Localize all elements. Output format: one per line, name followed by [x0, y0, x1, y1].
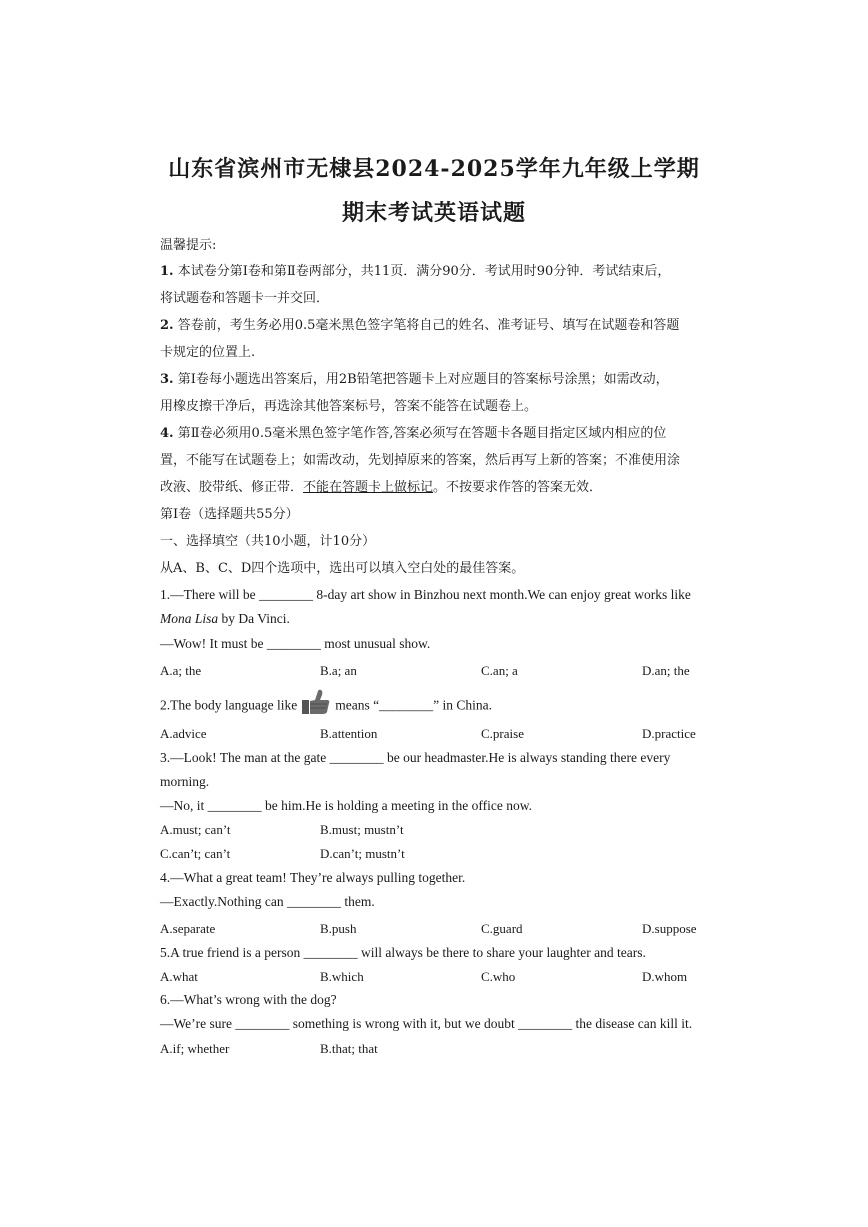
option-d: D.whom: [642, 969, 688, 984]
option-a: A.a; the: [160, 663, 202, 678]
option-c: C.guard: [481, 921, 523, 936]
volume-heading: 第Ⅰ卷（选择题共55分）: [160, 507, 299, 522]
notice-item-1: [160, 263, 710, 281]
exam-title-line1: 山东省滨州市无棣县2024-2025学年九年级上学期: [168, 156, 700, 182]
option-c: C.who: [481, 969, 516, 984]
question-3-dialog: —No, it ________ be him.He is holding a meeting in the office now.: [160, 798, 532, 813]
part-heading: 一、选择填空（共10小题，计10分）: [160, 534, 376, 549]
question-1-text-cont: [160, 610, 710, 628]
option-d: D.practice: [642, 726, 696, 741]
notice-text: 第Ⅱ卷必须用0.5毫米黑色签字笔作答,答案必须写在答题卡各题目指定区域内相应的位: [177, 426, 667, 441]
option-a: A.advice: [160, 726, 207, 741]
notice-item-4-cont2: [160, 479, 710, 497]
notice-item-2: [160, 317, 710, 335]
question-text: by Da Vinci.: [218, 611, 290, 626]
part-instruction: 从A、B、C、D四个选项中，选出可以填入空白处的最佳答案。: [160, 561, 525, 576]
option-a: A.what: [160, 969, 198, 984]
option-b: B.attention: [320, 726, 378, 741]
question-4-dialog: —Exactly.Nothing can ________ them.: [160, 894, 375, 909]
option-a: A.separate: [160, 921, 216, 936]
notice-number: 2.: [160, 318, 174, 333]
question-5-text: 5.A true friend is a person ________ will always be there to share your laughter and tears.: [160, 945, 646, 960]
question-3-text-cont: morning.: [160, 774, 210, 789]
question-text: 2.The body language like: [160, 697, 298, 713]
notice-number: 1.: [160, 264, 174, 279]
option-c: C.an; a: [481, 663, 518, 678]
question-1-text: 1.—There will be ________ 8-day art show in Binzhou next month.We can enjoy great works like: [160, 587, 691, 602]
notice-number: 4.: [160, 426, 174, 441]
option-d: D.suppose: [642, 921, 697, 936]
notice-item-3: [160, 371, 710, 389]
option-b: B.which: [320, 969, 364, 984]
question-1-dialog: —Wow! It must be ________ most unusual show.: [160, 636, 431, 651]
question-2-text: [160, 688, 710, 725]
artwork-title: Mona Lisa: [160, 611, 219, 626]
exam-title-line2: 期末考试英语试题: [341, 200, 526, 226]
thumbs-up-icon: [301, 688, 331, 725]
notice-item-1-cont: 将试题卷和答题卡一并交回．: [160, 291, 330, 306]
option-b: B.a; an: [320, 663, 357, 678]
notice-text: 。不按要求作答的答案无效．: [433, 480, 603, 495]
option-c: C.can’t; can’t: [160, 846, 231, 861]
notice-item-4-cont: 置，不能写在试题卷上；如需改动，先划掉原来的答案，然后再写上新的答案；不准使用涂: [160, 453, 681, 468]
option-a: A.must; can’t: [160, 822, 231, 837]
option-d: D.can’t; mustn’t: [320, 846, 405, 861]
notice-text: 本试卷分第Ⅰ卷和第Ⅱ卷两部分，共11页．满分90分．考试用时90分钟．考试结束后，: [177, 264, 671, 279]
question-6-dialog: —We’re sure ________ something is wrong with it, but we doubt ________ the disease can kill it.: [160, 1016, 693, 1031]
option-a: A.if; whether: [160, 1041, 230, 1056]
question-4-text: 4.—What a great team! They’re always pulling together.: [160, 870, 466, 885]
option-b: B.must; mustn’t: [320, 822, 404, 837]
notice-item-2-cont: 卡规定的位置上.: [160, 345, 256, 360]
question-text: means “________” in China.: [335, 697, 492, 713]
notice-item-4: [160, 425, 710, 443]
notice-heading: 温馨提示:: [160, 238, 217, 253]
option-b: B.push: [320, 921, 357, 936]
question-3-text: 3.—Look! The man at the gate ________ be our headmaster.He is always standing there every: [160, 750, 671, 765]
notice-underlined-text: 不能在答题卡上做标记: [303, 480, 434, 495]
question-6-text: 6.—What’s wrong with the dog?: [160, 992, 337, 1007]
option-d: D.an; the: [642, 663, 690, 678]
option-c: C.praise: [481, 726, 524, 741]
option-b: B.that; that: [320, 1041, 378, 1056]
notice-text: 第Ⅰ卷每小题选出答案后，用2B铅笔把答题卡上对应题目的答案标号涂黑；如需改动，: [177, 372, 669, 387]
notice-text: 改液、胶带纸、修正带．: [160, 480, 304, 495]
notice-number: 3.: [160, 372, 174, 387]
notice-item-3-cont: 用橡皮擦干净后，再选涂其他答案标号，答案不能答在试题卷上。: [160, 399, 538, 414]
notice-text: 答卷前，考生务必用0.5毫米黑色签字笔将自己的姓名、准考证号、填写在试题卷和答题: [177, 318, 680, 333]
